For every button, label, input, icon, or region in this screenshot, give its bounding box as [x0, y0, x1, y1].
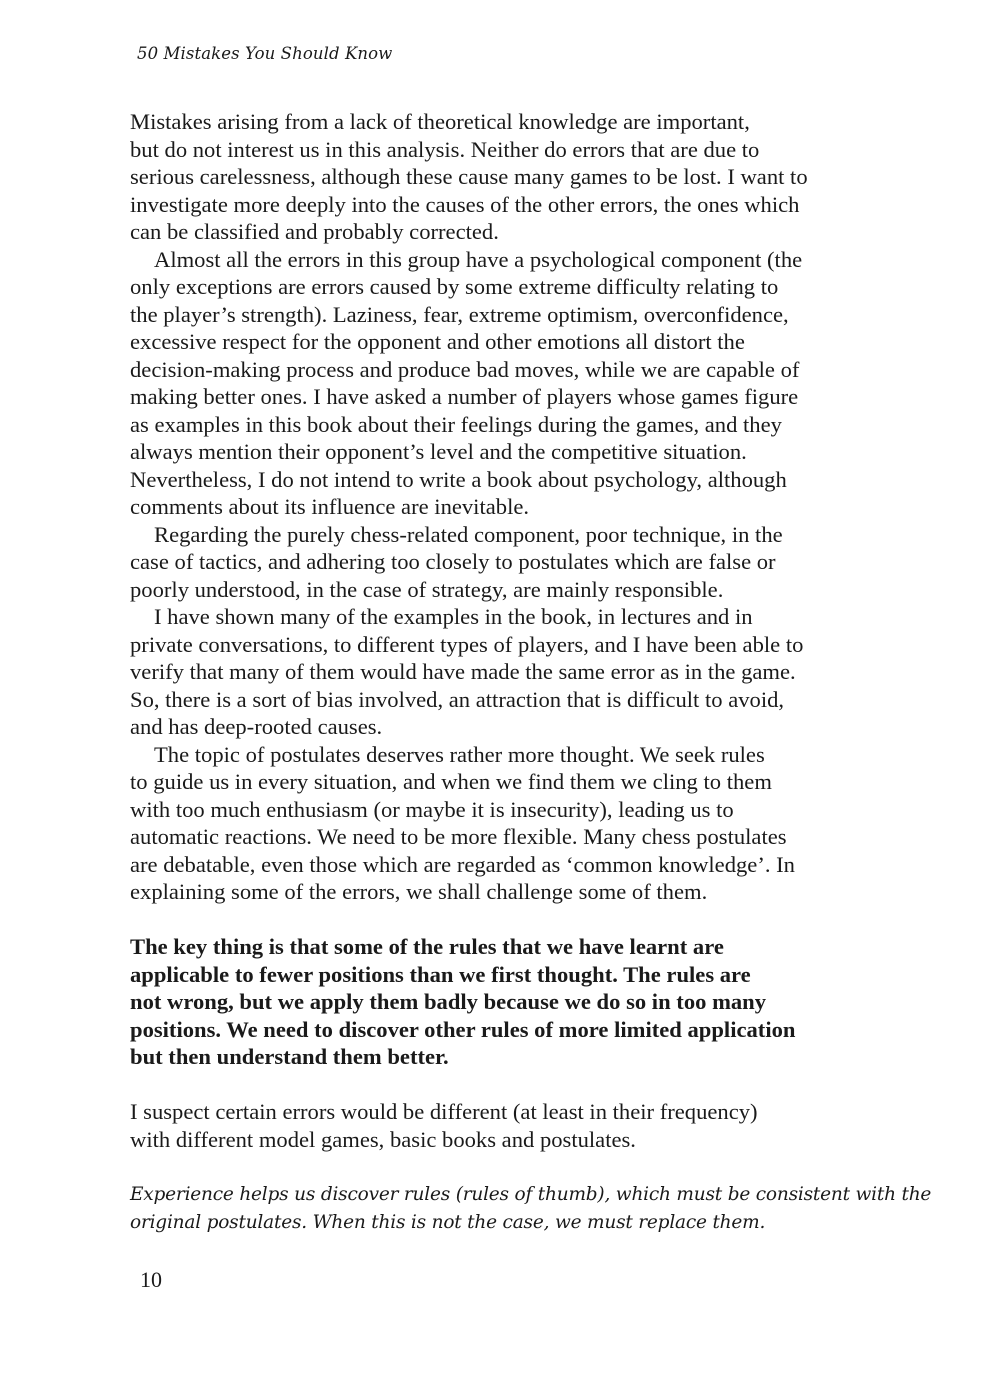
text-line: So, there is a sort of bias involved, an attraction that is difficult to avoid, — [130, 686, 785, 712]
text-line: Almost all the errors in this group have a psychological component (the — [154, 246, 803, 272]
text-line: poorly understood, in the case of strategy, are mainly responsible. — [130, 576, 724, 602]
text-line: automatic reactions. We need to be more flexible. Many chess postulates — [130, 824, 787, 849]
text-line: The key thing is that some of the rules that we have learnt are — [130, 934, 724, 959]
text-line: to guide us in every situation, and when we find them we cling to them — [130, 769, 772, 794]
running-head: 50 Mistakes You Should Know — [137, 44, 393, 63]
text-line: making better ones. I have asked a number of players whose games figure — [130, 384, 799, 409]
text-line: serious carelessness, although these cause many games to be lost. I want to — [130, 164, 808, 189]
paragraph — [130, 741, 867, 906]
section-gap — [130, 906, 867, 934]
paragraph — [130, 108, 867, 246]
text-line: original postulates. When this is not the case, we must replace them. — [130, 1211, 766, 1233]
text-line: are debatable, even those which are regarded as ‘common knowledge’. In — [130, 851, 795, 877]
text-line: but then understand them better. — [130, 1044, 449, 1069]
text-line: verify that many of them would have made the same error as in the game. — [130, 659, 796, 684]
text-line: The topic of postulates deserves rather more thought. We seek rules — [154, 741, 765, 767]
maxim-paragraph — [130, 1181, 932, 1237]
section-gap — [130, 1153, 867, 1181]
text-line: excessive respect for the opponent and other emotions all distort the — [130, 329, 745, 354]
text-line: with too much enthusiasm (or maybe it is insecurity), leading us to — [130, 796, 734, 822]
text-line: not wrong, but we apply them badly because we do so in too many — [130, 989, 767, 1014]
text-line: explaining some of the errors, we shall challenge some of them. — [130, 879, 708, 904]
text-line: with different model games, basic books and postulates. — [130, 1126, 636, 1152]
text-line: always mention their opponent’s level and the competitive situation. — [130, 439, 747, 464]
closing-paragraph — [130, 1098, 867, 1153]
text-line: Experience helps us discover rules (rules of thumb), which must be consistent with the — [130, 1183, 932, 1205]
paragraph — [130, 246, 867, 521]
text-line: decision-making process and produce bad moves, while we are capable of — [130, 356, 800, 382]
text-line: Mistakes arising from a lack of theoretical knowledge are important, — [130, 109, 750, 134]
text-line: can be classified and probably corrected. — [130, 219, 499, 244]
text-line: investigate more deeply into the causes of the other errors, the ones which — [130, 191, 800, 217]
text-line: case of tactics, and adhering too closely to postulates which are false or — [130, 549, 776, 574]
body-text — [130, 108, 932, 1237]
text-line: the player’s strength). Laziness, fear, extreme optimism, overconfidence, — [130, 301, 789, 327]
page-number: 10 — [140, 1267, 162, 1292]
text-line: as examples in this book about their feelings during the games, and they — [130, 411, 782, 437]
text-line: Nevertheless, I do not intend to write a book about psychology, although — [130, 466, 787, 492]
text-line: positions. We need to discover other rules of more limited application — [130, 1016, 796, 1042]
text-line: but do not interest us in this analysis. Neither do errors that are due to — [130, 136, 760, 162]
text-line: private conversations, to different types of players, and I have been able to — [130, 631, 804, 657]
paragraph — [130, 603, 867, 741]
text-line: applicable to fewer positions than we first thought. The rules are — [130, 961, 751, 987]
text-line: I have shown many of the examples in the book, in lectures and in — [154, 604, 753, 629]
text-line: only exceptions are errors caused by some extreme difficulty relating to — [130, 274, 779, 299]
text-line: I suspect certain errors would be different (at least in their frequency) — [130, 1099, 758, 1124]
paragraphs — [130, 108, 867, 906]
paragraph — [130, 521, 867, 604]
text-line: and has deep-rooted causes. — [130, 714, 383, 739]
text-line: Regarding the purely chess-related component, poor technique, in the — [154, 521, 783, 547]
text-line: comments about its influence are inevitable. — [130, 494, 530, 519]
key-point-paragraph — [130, 933, 867, 1071]
section-gap — [130, 1071, 867, 1099]
